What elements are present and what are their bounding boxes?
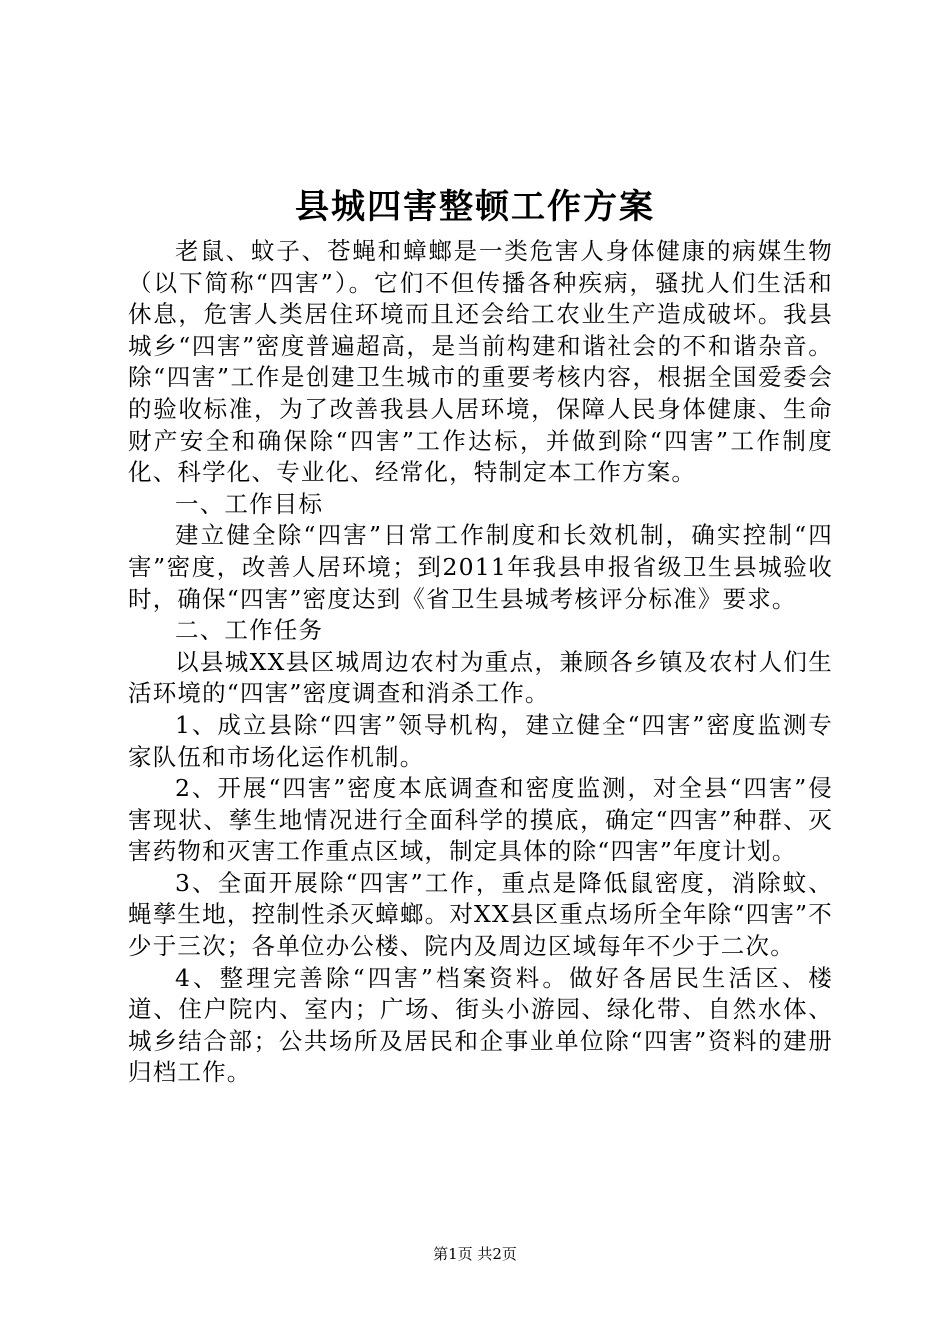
document-title: 县城四害整顿工作方案: [295, 187, 655, 227]
intro-paragraph: 老鼠、蚊子、苍蝇和蟑螂是一类危害人身体健康的病媒生物（以下简称“四害”）。它们不但传播各种疾病，骚扰人们生活和休息，危害人类居住环境而且还会给工农业生产造成破坏。我县城乡“四害”密度普遍超高，是当前构建和谐社会的不和谐杂音。除“四害”工作是创建卫生城市的重要考核内容，根据全国爱委会的验收标准，为了改善我县人居环境，保障人民身体健康、生命财产安全和确保除“四害”工作达标，并做到除“四害”工作制度化、科学化、专业化、经常化，特制定本工作方案。: [128, 237, 833, 487]
section-heading-goals: 一、工作目标: [175, 489, 324, 518]
document-body: [128, 236, 833, 1089]
tasks-intro-paragraph: 以县城XX县区城周边农村为重点，兼顾各乡镇及农村人们生活环境的“四害”密度调查和消杀工作。: [128, 647, 833, 708]
task-item-3: 3、全面开展除“四害”工作，重点是降低鼠密度，消除蚊、蝇孳生地，控制性杀灭蟑螂。对XX县区重点场所全年除“四害”不少于三次；各单位办公楼、院内及周边区域每年不少于二次。: [128, 868, 833, 961]
page-number-footer: 第1页 共2页: [433, 1245, 517, 1263]
task-item-1: 1、成立县除“四害”领导机构，建立健全“四害”密度监测专家队伍和市场化运作机制。: [128, 710, 833, 771]
section-heading-tasks: 二、工作任务: [175, 616, 324, 645]
goals-paragraph: 建立健全除“四害”日常工作制度和长效机制，确实控制“四害”密度，改善人居环境；到2011年我县申报省级卫生县城验收时，确保“四害”密度达到《省卫生县城考核评分标准》要求。: [128, 521, 833, 613]
task-item-2: 2、开展“四害”密度本底调查和密度监测，对全县“四害”侵害现状、孳生地情况进行全面科学的摸底，确定“四害”种群、灭害药物和灭害工作重点区域，制定具体的除“四害”年度计划。: [128, 774, 833, 866]
task-item-4: 4、整理完善除“四害”档案资料。做好各居民生活区、楼道、住户院内、室内；广场、街头小游园、绿化带、自然水体、城乡结合部；公共场所及居民和企事业单位除“四害”资料的建册归档工作。: [128, 963, 833, 1087]
